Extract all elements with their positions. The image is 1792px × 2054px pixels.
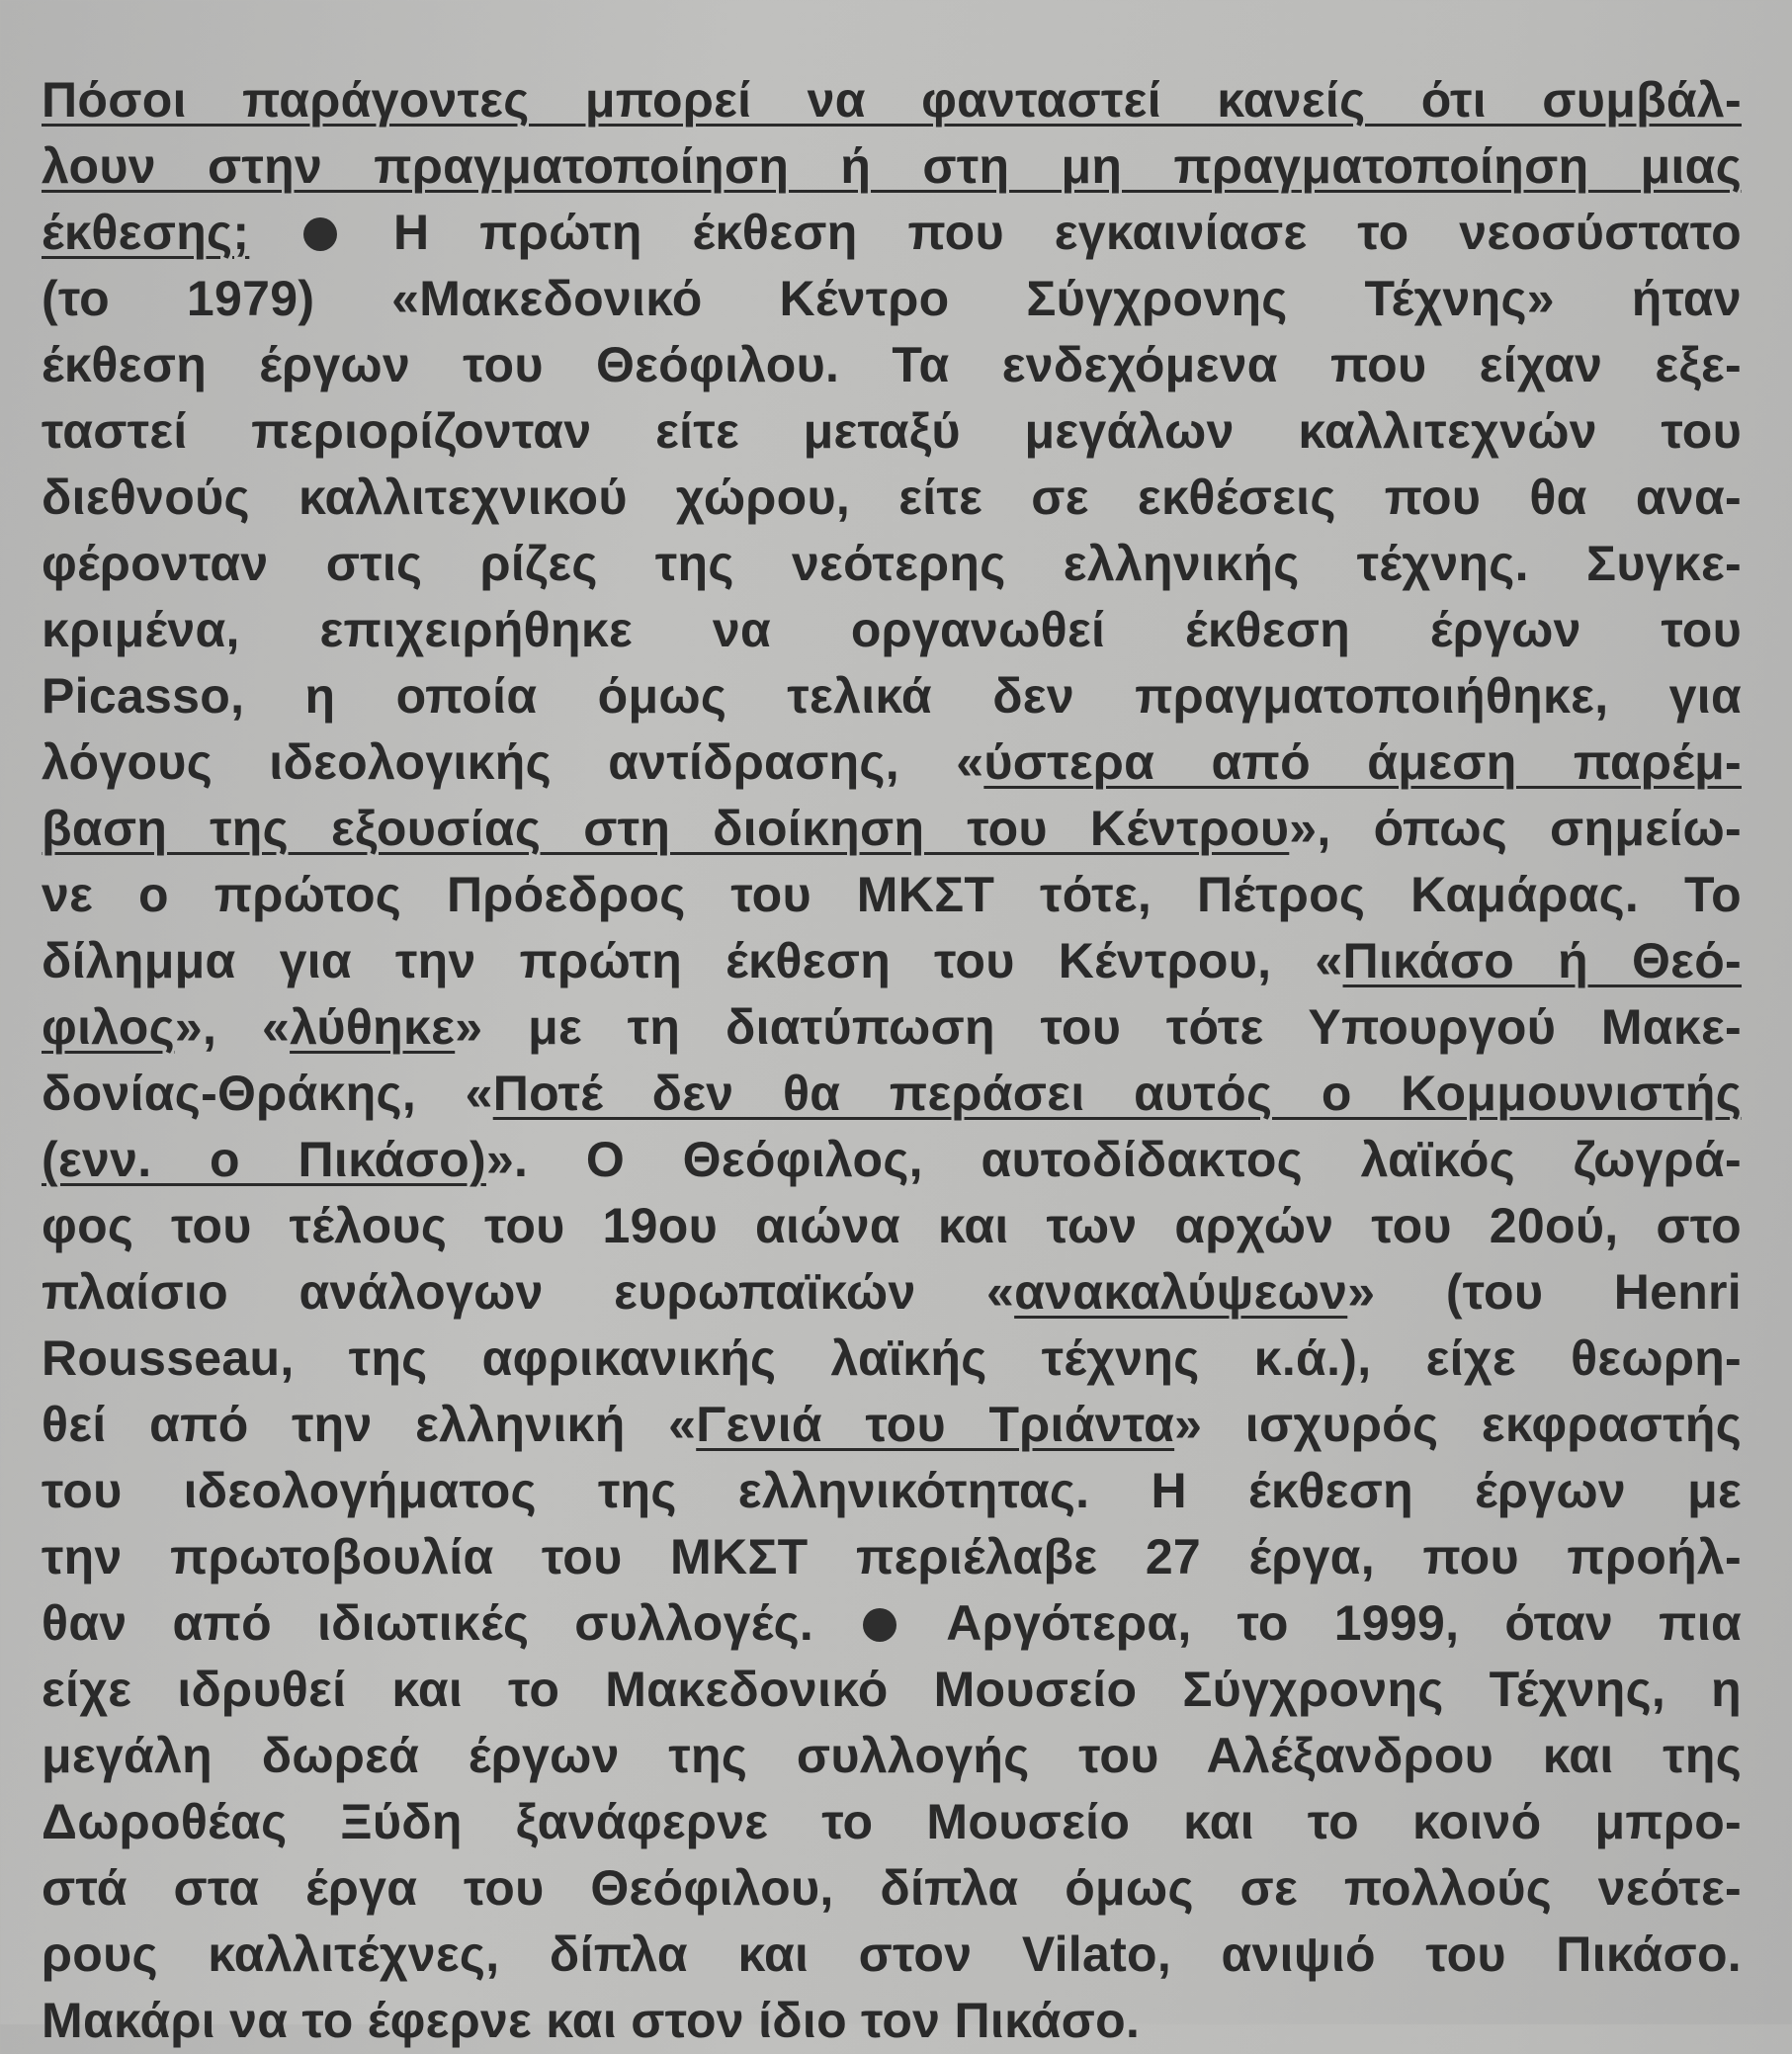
- article-line: [42, 200, 1742, 266]
- text-segment: », όπως σημείω-: [1289, 801, 1742, 856]
- article-line: [42, 1326, 1742, 1392]
- text-segment: κριμένα, επιχειρήθηκε να οργανωθεί έκθεση έργων του: [42, 602, 1742, 657]
- article-line: [42, 1259, 1742, 1326]
- text-segment: νε ο πρώτος Πρόεδρος του ΜΚΣΤ τότε, Πέτρος Καμάρας. Το: [42, 867, 1742, 922]
- article-line: [42, 663, 1742, 729]
- text-segment: είχε ιδρυθεί και το Μακεδονικό Μουσείο Σύγχρονης Τέχνης, η: [42, 1662, 1742, 1717]
- article-line: [42, 1458, 1742, 1524]
- article-line: [42, 1988, 1742, 2054]
- article-line: [42, 796, 1742, 862]
- article-line: [42, 332, 1742, 398]
- text-segment: λόγους ιδεολογικής αντίδρασης, «: [42, 734, 984, 790]
- article-line: [42, 1392, 1742, 1458]
- text-segment: δίλημμα για την πρώτη έκθεση του Κέντρου, «: [42, 933, 1343, 988]
- underlined-text: Ποτέ δεν θα περάσει αυτός ο Κομμουνιστής: [492, 1066, 1742, 1121]
- underlined-text: έκθεσης;: [42, 205, 250, 260]
- underlined-text: Πικάσο ή Θεό-: [1342, 933, 1742, 988]
- underlined-text: ύστερα από άμεση παρέμ-: [983, 734, 1742, 790]
- underlined-text: Πόσοι παράγοντες μπορεί να φανταστεί κανείς ότι συμβάλ-: [42, 72, 1742, 128]
- article-line: [42, 1061, 1742, 1127]
- text-segment: ταστεί περιορίζονταν είτε μεταξύ μεγάλων καλλιτεχνών του: [42, 403, 1742, 459]
- text-segment: φος του τέλους του 19ου αιώνα και των αρχών του 20ού, στο: [42, 1198, 1742, 1253]
- article-line: [42, 266, 1742, 332]
- text-segment: στά στα έργα του Θεόφιλου, δίπλα όμως σε πολλούς νεότε-: [42, 1860, 1742, 1916]
- text-segment: ρους καλλιτέχνες, δίπλα και στον Vilato, ανιψιό του Πικάσο.: [42, 1926, 1742, 1982]
- text-segment: » (του Henri: [1347, 1264, 1742, 1320]
- text-segment: πλαίσιο ανάλογων ευρωπαϊκών «: [42, 1264, 1015, 1320]
- article-line: [42, 1590, 1742, 1657]
- text-segment: Picasso, η οποία όμως τελικά δεν πραγματοποιήθηκε, για: [42, 668, 1742, 724]
- article-line: [42, 1922, 1742, 1988]
- text-segment: Rousseau, της αφρικανικής λαϊκής τέχνης κ.ά.), είχε θεωρη-: [42, 1330, 1742, 1386]
- underlined-text: φιλος: [42, 999, 175, 1055]
- article-line: [42, 1524, 1742, 1590]
- article-line: [42, 994, 1742, 1061]
- article-line: [42, 465, 1742, 531]
- text-segment: έκθεση έργων του Θεόφιλου. Τα ενδεχόμενα που είχαν εξε-: [42, 337, 1742, 392]
- article-body: [42, 67, 1742, 2054]
- underlined-text: Γενιά του Τριάντα: [696, 1397, 1175, 1452]
- text-segment: ». Ο Θεόφιλος, αυτοδίδακτος λαϊκός ζωγρά-: [485, 1132, 1742, 1187]
- article-line: [42, 928, 1742, 994]
- article-line: [42, 1723, 1742, 1789]
- text-segment: την πρωτοβουλία του ΜΚΣΤ περιέλαβε 27 έργα, που προήλ-: [42, 1529, 1742, 1584]
- bullet-dot-icon: [303, 217, 337, 251]
- underlined-text: βαση της εξουσίας στη διοίκηση του Κέντρου: [42, 801, 1290, 856]
- article-line: [42, 862, 1742, 928]
- text-segment: φέρονταν στις ρίζες της νεότερης ελληνικής τέχνης. Συγκε-: [42, 536, 1742, 591]
- article-line: [42, 398, 1742, 465]
- article-line: [42, 729, 1742, 796]
- text-segment: Μακάρι να το έφερνε και στον ίδιο τον Πικάσο.: [42, 1993, 1141, 2048]
- text-segment: », «: [174, 999, 291, 1055]
- text-segment: (το 1979) «Μακεδονικό Κέντρο Σύγχρονης Τέχνης» ήταν: [42, 271, 1742, 326]
- article-line: [42, 1127, 1742, 1193]
- article-line: [42, 1193, 1742, 1259]
- bullet-dot-icon: [863, 1608, 896, 1642]
- underlined-text: (ενν. ο Πικάσο): [42, 1132, 486, 1187]
- text-segment: του ιδεολογήματος της ελληνικότητας. Η έκθεση έργων με: [42, 1463, 1742, 1518]
- article-line: [42, 1789, 1742, 1855]
- newspaper-page: [42, 67, 1742, 2048]
- article-line: [42, 1855, 1742, 1922]
- text-segment: Αργότερα, το 1999, όταν πια: [946, 1595, 1742, 1651]
- article-line: [42, 67, 1742, 133]
- underlined-text: λουν στην πραγματοποίηση ή στη μη πραγματοποίηση μιας: [42, 138, 1742, 194]
- text-segment: δονίας-Θράκης, «: [42, 1066, 493, 1121]
- text-segment: θεί από την ελληνική «: [42, 1397, 697, 1452]
- text-segment: Δωροθέας Ξύδη ξανάφερνε το Μουσείο και το κοινό μπρο-: [42, 1794, 1742, 1849]
- article-line: [42, 133, 1742, 200]
- text-segment: μεγάλη δωρεά έργων της συλλογής του Αλέξανδρου και της: [42, 1728, 1742, 1783]
- text-segment: » ισχυρός εκφραστής: [1174, 1397, 1742, 1452]
- article-line: [42, 597, 1742, 663]
- text-segment: Η πρώτη έκθεση που εγκαινίασε το νεοσύστατο: [393, 205, 1742, 260]
- underlined-text: λύθηκε: [290, 999, 456, 1055]
- article-line: [42, 1657, 1742, 1723]
- text-segment: διεθνούς καλλιτεχνικού χώρου, είτε σε εκθέσεις που θα ανα-: [42, 470, 1742, 525]
- underlined-text: ανακαλύψεων: [1014, 1264, 1348, 1320]
- text-segment: θαν από ιδιωτικές συλλογές.: [42, 1595, 814, 1651]
- article-line: [42, 531, 1742, 597]
- text-segment: » με τη διατύπωση του τότε Υπουργού Μακε-: [455, 999, 1742, 1055]
